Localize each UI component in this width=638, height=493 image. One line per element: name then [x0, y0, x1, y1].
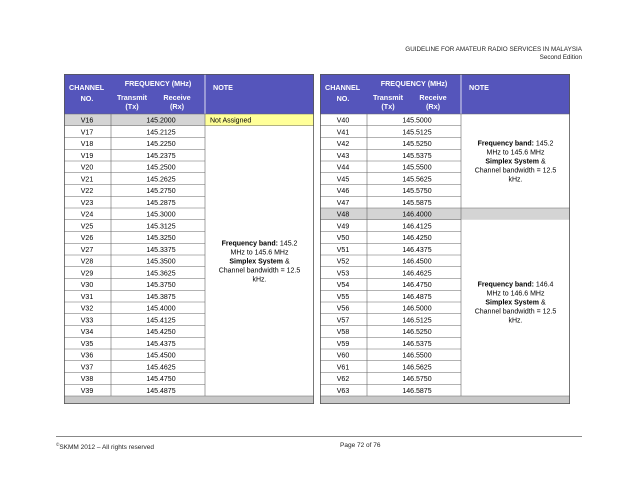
note-bold-part: Frequency band:: [477, 281, 534, 289]
channel-cell: V16: [80, 117, 94, 125]
note-text-line: [478, 282, 554, 289]
frequency-cell: 145.3750: [146, 282, 176, 290]
header-transmit-unit: (Tx): [125, 102, 139, 111]
frequency-cell: 145.5375: [402, 152, 432, 160]
frequency-cell: 145.2375: [146, 152, 176, 160]
channel-cell: V24: [80, 211, 94, 219]
channel-cell: V17: [80, 129, 94, 137]
note-text-line: Channel bandwidth = 12.5: [474, 167, 557, 175]
note-text-line: MHz to 145.6 MHz: [230, 249, 289, 257]
document-edition: Second Edition: [539, 54, 582, 61]
note-text-line: kHz.: [508, 317, 523, 325]
header-receive: Receive: [419, 93, 447, 102]
note-text-line: Channel bandwidth = 12.5: [474, 308, 557, 316]
header-transmit-unit: (Tx): [381, 102, 395, 111]
frequency-cell: 146.4125: [402, 223, 432, 231]
frequency-cell: 145.4875: [146, 387, 176, 395]
note-rest-part: &: [283, 258, 290, 266]
note-bold-part: Simplex System: [485, 299, 540, 307]
frequency-cell: 146.4375: [402, 246, 432, 254]
header-receive-unit: (Rx): [170, 102, 184, 111]
table-footer-bar: [64, 396, 314, 404]
note-text-line: [485, 300, 546, 307]
frequency-cell: 145.2250: [146, 141, 176, 149]
frequency-cell: 145.4750: [146, 376, 176, 384]
frequency-cell: 146.5250: [402, 329, 432, 337]
channel-cell: V27: [80, 246, 94, 254]
header-frequency: FREQUENCY (MHz): [380, 79, 448, 88]
channel-table-svg: [320, 74, 570, 404]
copyright-symbol: ©: [56, 442, 60, 447]
note-rest-part: &: [539, 299, 546, 307]
channel-cell: V37: [80, 364, 94, 372]
channel-cell: V45: [336, 176, 350, 184]
frequency-cell: 146.4750: [402, 282, 432, 290]
frequency-cell: 145.2000: [146, 117, 176, 125]
channel-cell: V19: [80, 152, 94, 160]
channel-cell: V26: [80, 235, 94, 243]
frequency-cell: 145.2750: [146, 188, 176, 196]
header-channel: CHANNEL: [325, 83, 361, 92]
header-transmit: Transmit: [117, 93, 147, 102]
frequency-cell: 146.4875: [402, 293, 432, 301]
channel-cell: V53: [336, 270, 350, 278]
note-text-line: [222, 240, 298, 247]
channel-table-left: [64, 74, 314, 404]
channel-cell: V55: [336, 293, 350, 301]
frequency-cell: 145.3250: [146, 235, 176, 243]
frequency-cell: 146.4000: [402, 211, 432, 219]
channel-cell: V56: [336, 305, 350, 313]
table-footer-bar: [320, 396, 570, 404]
frequency-cell: 146.5750: [402, 376, 432, 384]
channel-cell: V23: [80, 199, 94, 207]
header-note: NOTE: [469, 83, 489, 92]
note-bold-part: Frequency band:: [477, 140, 534, 148]
channel-cell: V35: [80, 340, 94, 348]
frequency-cell: 145.4000: [146, 305, 176, 313]
note-rest-part: 145.2: [533, 140, 554, 148]
channel-cell: V54: [336, 282, 350, 290]
frequency-cell: 145.4250: [146, 329, 176, 337]
page-header: [322, 46, 582, 62]
frequency-cell: 146.5500: [402, 352, 432, 360]
channel-cell: V63: [336, 387, 350, 395]
header-transmit: Transmit: [373, 93, 403, 102]
channel-cell: V33: [80, 317, 94, 325]
frequency-cell: 145.2500: [146, 164, 176, 172]
frequency-cell: 145.3125: [146, 223, 176, 231]
note-rest-part: 146.4: [533, 281, 554, 289]
header-channel-no: NO.: [336, 94, 350, 103]
frequency-cell: 145.2125: [146, 129, 176, 137]
channel-cell: V39: [80, 387, 94, 395]
note-bold-part: Frequency band:: [221, 240, 278, 248]
header-channel-no: NO.: [80, 94, 94, 103]
channel-cell: V38: [80, 376, 94, 384]
frequency-cell: 145.4125: [146, 317, 176, 325]
channel-cell: V40: [336, 117, 350, 125]
frequency-cell: 145.5500: [402, 164, 432, 172]
frequency-cell: 145.5125: [402, 129, 432, 137]
page-number: Page 72 of 76: [340, 442, 381, 449]
channel-cell: V25: [80, 223, 94, 231]
frequency-cell: 145.3500: [146, 258, 176, 266]
channel-cell: V30: [80, 282, 94, 290]
frequency-cell: 146.5875: [402, 387, 432, 395]
channel-cell: V42: [336, 141, 350, 149]
channel-cell: V18: [80, 141, 94, 149]
frequency-cell: 146.5125: [402, 317, 432, 325]
frequency-cell: 145.5000: [402, 117, 432, 125]
note-text-line: MHz to 146.6 MHz: [486, 290, 545, 298]
channel-cell: V28: [80, 258, 94, 266]
frequency-cell: 145.3625: [146, 270, 176, 278]
channel-cell: V62: [336, 376, 350, 384]
channel-cell: V61: [336, 364, 350, 372]
channel-cell: V41: [336, 129, 350, 137]
channel-cell: V34: [80, 329, 94, 337]
channel-cell: V22: [80, 188, 94, 196]
channel-cell: V59: [336, 340, 350, 348]
note-not-assigned: Not Assigned: [210, 117, 252, 125]
note-text-line: [229, 258, 290, 265]
frequency-cell: 145.5250: [402, 141, 432, 149]
channel-cell: V47: [336, 199, 350, 207]
note-bold-part: Simplex System: [229, 258, 284, 266]
frequency-cell: 145.2625: [146, 176, 176, 184]
frequency-cell: 146.5375: [402, 340, 432, 348]
channel-cell: V32: [80, 305, 94, 313]
frequency-cell: 145.5875: [402, 199, 432, 207]
header-note: NOTE: [213, 83, 233, 92]
header-receive-unit: (Rx): [426, 102, 440, 111]
footer-divider: [56, 436, 582, 437]
channel-table-right: [320, 74, 570, 404]
note-text-line: [478, 141, 554, 148]
frequency-cell: 145.4500: [146, 352, 176, 360]
note-cell-highlight: [461, 208, 570, 220]
note-rest-part: 145.2: [277, 240, 298, 248]
frequency-cell: 145.4625: [146, 364, 176, 372]
channel-cell: V44: [336, 164, 350, 172]
header-channel: CHANNEL: [69, 83, 105, 92]
header-frequency: FREQUENCY (MHz): [124, 79, 192, 88]
channel-cell: V36: [80, 352, 94, 360]
copyright-text: SKMM 2012 – All rights reserved: [59, 444, 154, 452]
frequency-cell: 145.3000: [146, 211, 176, 219]
channel-cell: V58: [336, 329, 350, 337]
frequency-cell: 145.3875: [146, 293, 176, 301]
header-receive: Receive: [163, 93, 191, 102]
channel-cell: V46: [336, 188, 350, 196]
frequency-cell: 146.4250: [402, 235, 432, 243]
channel-cell: V49: [336, 223, 350, 231]
channel-cell: V31: [80, 293, 94, 301]
note-text-line: MHz to 145.6 MHz: [486, 149, 545, 157]
frequency-cell: 146.5000: [402, 305, 432, 313]
channel-cell: V50: [336, 235, 350, 243]
frequency-cell: 146.4500: [402, 258, 432, 266]
channel-cell: V21: [80, 176, 94, 184]
frequency-cell: 145.5750: [402, 188, 432, 196]
channel-cell: V52: [336, 258, 350, 266]
document-title: GUIDELINE FOR AMATEUR RADIO SERVICES IN MALAYSIA: [405, 46, 582, 53]
frequency-cell: 145.2875: [146, 199, 176, 207]
frequency-cell: 146.4625: [402, 270, 432, 278]
channel-cell: V43: [336, 152, 350, 160]
channel-cell: V60: [336, 352, 350, 360]
note-text-line: kHz.: [508, 176, 523, 184]
channel-cell: V57: [336, 317, 350, 325]
frequency-cell: 145.4375: [146, 340, 176, 348]
note-text-line: [485, 159, 546, 166]
note-text-line: kHz.: [252, 276, 267, 284]
note-text-line: Channel bandwidth = 12.5: [218, 267, 301, 275]
note-bold-part: Simplex System: [485, 158, 540, 166]
channel-cell: V51: [336, 246, 350, 254]
frequency-cell: 145.5625: [402, 176, 432, 184]
channel-cell: V48: [336, 211, 350, 219]
note-rest-part: &: [539, 158, 546, 166]
channel-table-svg: [64, 74, 314, 404]
footer-copyright: [56, 442, 154, 451]
channel-cell: V29: [80, 270, 94, 278]
frequency-cell: 146.5625: [402, 364, 432, 372]
frequency-cell: 145.3375: [146, 246, 176, 254]
channel-cell: V20: [80, 164, 94, 172]
